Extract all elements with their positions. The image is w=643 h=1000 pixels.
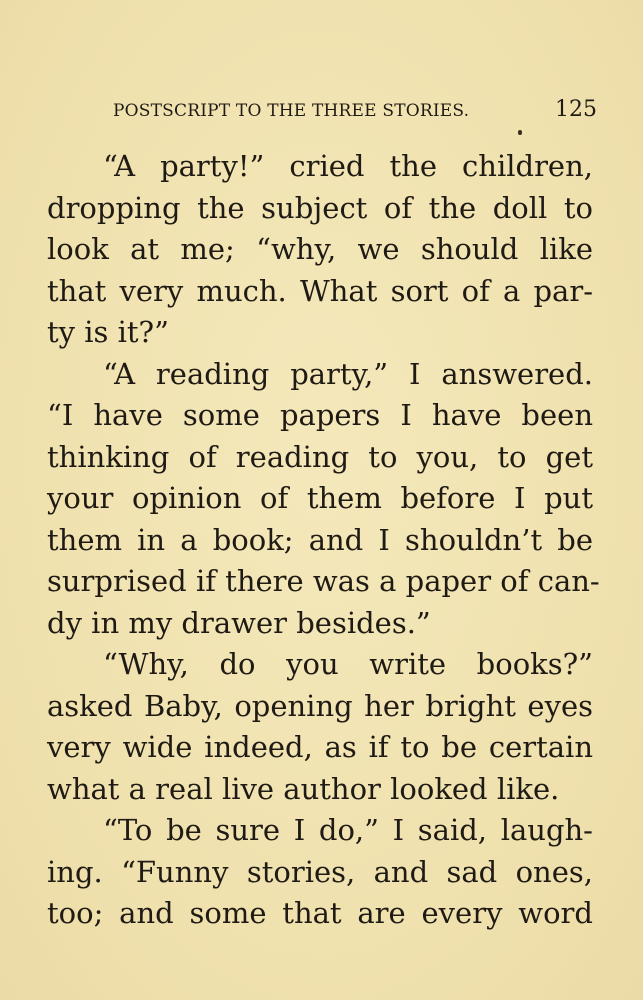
text-line: “Why, do you write books?” [103,647,593,681]
running-header [113,97,597,127]
text-line: “I have some papers I have been [47,398,593,432]
text-line: ing. “Funny stories, and sad ones, [47,854,593,889]
text-line: what a real live author looked like. [47,771,560,806]
text-line: them in a book; and I shouldn’t be [47,522,593,557]
text-line: surprised if there was a paper of can- [47,564,600,598]
text-line: that very much. What sort of a par- [47,273,593,308]
body-text [47,146,600,935]
text-line: your opinion of them before I put [47,481,593,515]
text-line: “To be sure I do,” I said, laugh- [103,813,593,847]
text-line: dropping the subject of the doll to [47,190,593,225]
text-line: too; and some that are every word [47,896,593,930]
running-title: POSTSCRIPT TO THE THREE STORIES. [113,101,470,121]
page-number: 125 [555,97,597,122]
text-line: ty is it?” [47,315,169,349]
text-line: “A reading party,” I answered. [103,356,593,391]
text-line: dy in my drawer besides.” [47,605,431,640]
text-line: “A party!” cried the children, [103,149,593,183]
text-line: asked Baby, opening her bright eyes [47,688,593,723]
ink-speck [518,130,522,135]
text-line: look at me; “why, we should like [47,232,593,266]
text-line: thinking of reading to you, to get [47,439,593,474]
text-line: very wide indeed, as if to be certain [47,730,593,764]
